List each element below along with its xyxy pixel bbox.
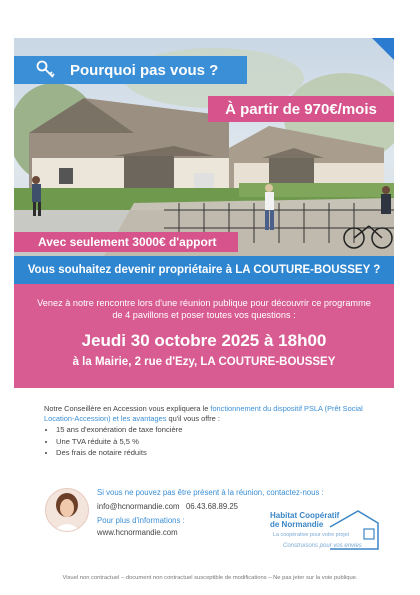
- advisor-photo: [45, 488, 89, 532]
- down-payment-banner: Avec seulement 3000€ d'apport: [14, 232, 238, 252]
- list-item: • Une TVA réduite à 5,5 %: [56, 436, 182, 448]
- title-banner: [14, 56, 247, 84]
- hero-image: [14, 38, 394, 256]
- price-banner: À partir de 970€/mois: [208, 96, 394, 122]
- body-intro-end: qu'il vous offre :: [166, 414, 220, 423]
- logo-name: Habitat Coopératif de Normandie: [270, 511, 340, 529]
- contact-heading: Si vous ne pouvez pas être présent à la réunion, contactez-nous :: [97, 488, 324, 497]
- contact-email-phone: [97, 502, 238, 511]
- key-icon: [36, 60, 56, 80]
- contact-email[interactable]: info@hcnormandie.com: [97, 502, 180, 511]
- meeting-date: Jeudi 30 octobre 2025 à 18h00: [81, 331, 327, 350]
- contact-website[interactable]: www.hcnormandie.com: [97, 528, 178, 537]
- footer-note: Visuel non contractuel – document non contractuel susceptible de modifications – Ne pas jeter sur la voie publique.: [62, 575, 358, 581]
- list-item: • 15 ans d'exonération de taxe foncière: [56, 424, 182, 436]
- body-intro-highlight: fonctionnement du dispositif PSLA (Prêt Social Location-Accession) et les avantages: [44, 404, 363, 423]
- meeting-intro: Venez à notre rencontre lors d'une réunion publique pour découvrir ce programme de 4 pavillons et poser toutes vos questions :: [37, 298, 371, 320]
- headline: Pourquoi pas vous ?: [70, 61, 219, 79]
- corner-accent: [372, 38, 394, 60]
- contact-site-label: Pour plus d'informations :: [97, 516, 185, 525]
- question-bar: Vous souhaitez devenir propriétaire à LA COUTURE-BOUSSEY ?: [14, 256, 394, 284]
- meeting-block: [14, 284, 394, 388]
- list-item: • Des frais de notaire réduits: [56, 447, 182, 459]
- body-intro: [44, 404, 379, 424]
- meeting-place: à la Mairie, 2 rue d'Ezy, LA COUTURE-BOUSSEY: [72, 356, 336, 368]
- contact-phone[interactable]: 06.43.68.89.25: [185, 502, 238, 511]
- logo-tagline: Construisons pour vos envies: [283, 543, 362, 549]
- logo-subtitle: La coopérative pour votre projet: [273, 532, 350, 538]
- body-intro-text: Notre Conseillère en Accession vous expliquera le: [44, 404, 211, 413]
- advantages-list: [44, 424, 182, 459]
